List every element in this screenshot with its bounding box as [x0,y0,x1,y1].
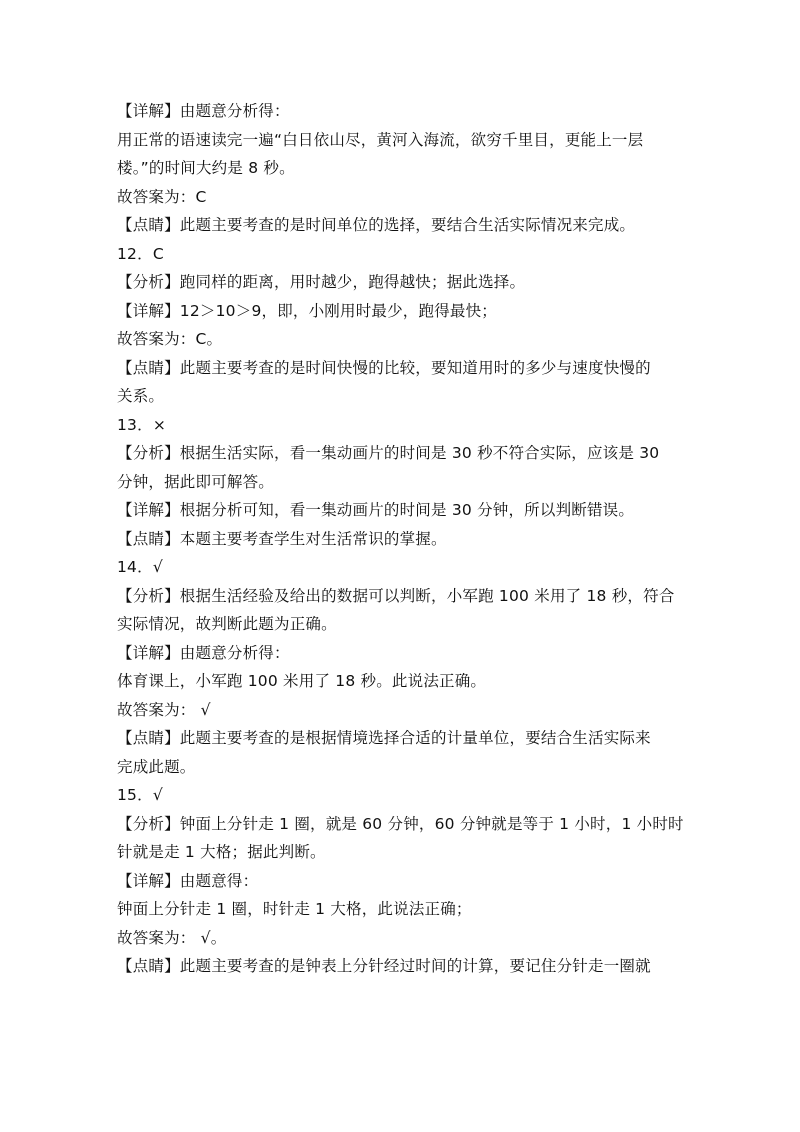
comment-13: 【点睛】本题主要考查学生对生活常识的掌握。 [117,529,447,548]
comment-12-line-1: 【点睛】此题主要考查的是时间快慢的比较，要知道用时的多少与速度快慢的 [117,358,651,377]
analysis-15-line-2: 针就是走 1 大格；据此判断。 [117,843,326,861]
answer-11: 故答案为：C [117,187,207,206]
comment-14-line-1: 【点睛】此题主要考查的是根据情境选择合适的计量单位，要结合生活实际来 [117,729,651,747]
question-15-number: 15．√ [117,786,163,804]
answer-15: 故答案为： √。 [117,928,227,947]
detail-text-15: 钟面上分针走 1 圈，时针走 1 大格，此说法正确； [117,900,472,918]
analysis-15-line-1: 【分析】钟面上分针走 1 圈，就是 60 分钟，60 分钟就是等于 1 小时，1 小时时 [117,814,684,833]
comment-14-line-2: 完成此题。 [117,757,196,776]
analysis-12: 【分析】跑同样的距离，用时越少，跑得越快；据此选择。 [117,273,526,291]
question-12-number: 12．C [117,244,164,263]
answer-12: 故答案为：C。 [117,330,223,348]
answer-explanations [117,97,697,981]
comment-12-line-2: 关系。 [117,387,165,405]
answer-14: 故答案为： √ [117,700,211,719]
question-13-number: 13．× [117,415,167,434]
detail-12: 【详解】12＞10＞9，即，小刚用时最少，跑得最快； [117,301,498,320]
analysis-13-line-1: 【分析】根据生活实际，看一集动画片的时间是 30 秒不符合实际，应该是 30 [117,444,660,462]
comment-11: 【点睛】此题主要考查的是时间单位的选择，要结合生活实际情况来完成。 [117,216,636,234]
analysis-13-line-2: 分钟，据此即可解答。 [117,472,275,491]
comment-15-line-1: 【点睛】此题主要考查的是钟表上分针经过时间的计算，要记住分针走一圈就 [117,957,651,975]
detail-text-11-line-2: 楼。”的时间大约是 8 秒。 [117,159,295,177]
detail-heading-11: 【详解】由题意分析得： [117,102,290,120]
question-14-number: 14．√ [117,558,163,576]
analysis-14-line-1: 【分析】根据生活经验及给出的数据可以判断，小军跑 100 米用了 18 秒，符合 [117,586,675,605]
detail-text-14: 体育课上，小军跑 100 米用了 18 秒。此说法正确。 [117,672,487,690]
analysis-14-line-2: 实际情况，故判断此题为正确。 [117,615,337,633]
detail-heading-14: 【详解】由题意分析得： [117,643,290,662]
detail-text-11-line-1: 用正常的语速读完一遍“白日依山尽，黄河入海流，欲穷千里目，更能上一层 [117,130,644,149]
detail-heading-15: 【详解】由题意得： [117,871,259,890]
detail-13: 【详解】根据分析可知，看一集动画片的时间是 30 分钟，所以判断错误。 [117,501,635,519]
